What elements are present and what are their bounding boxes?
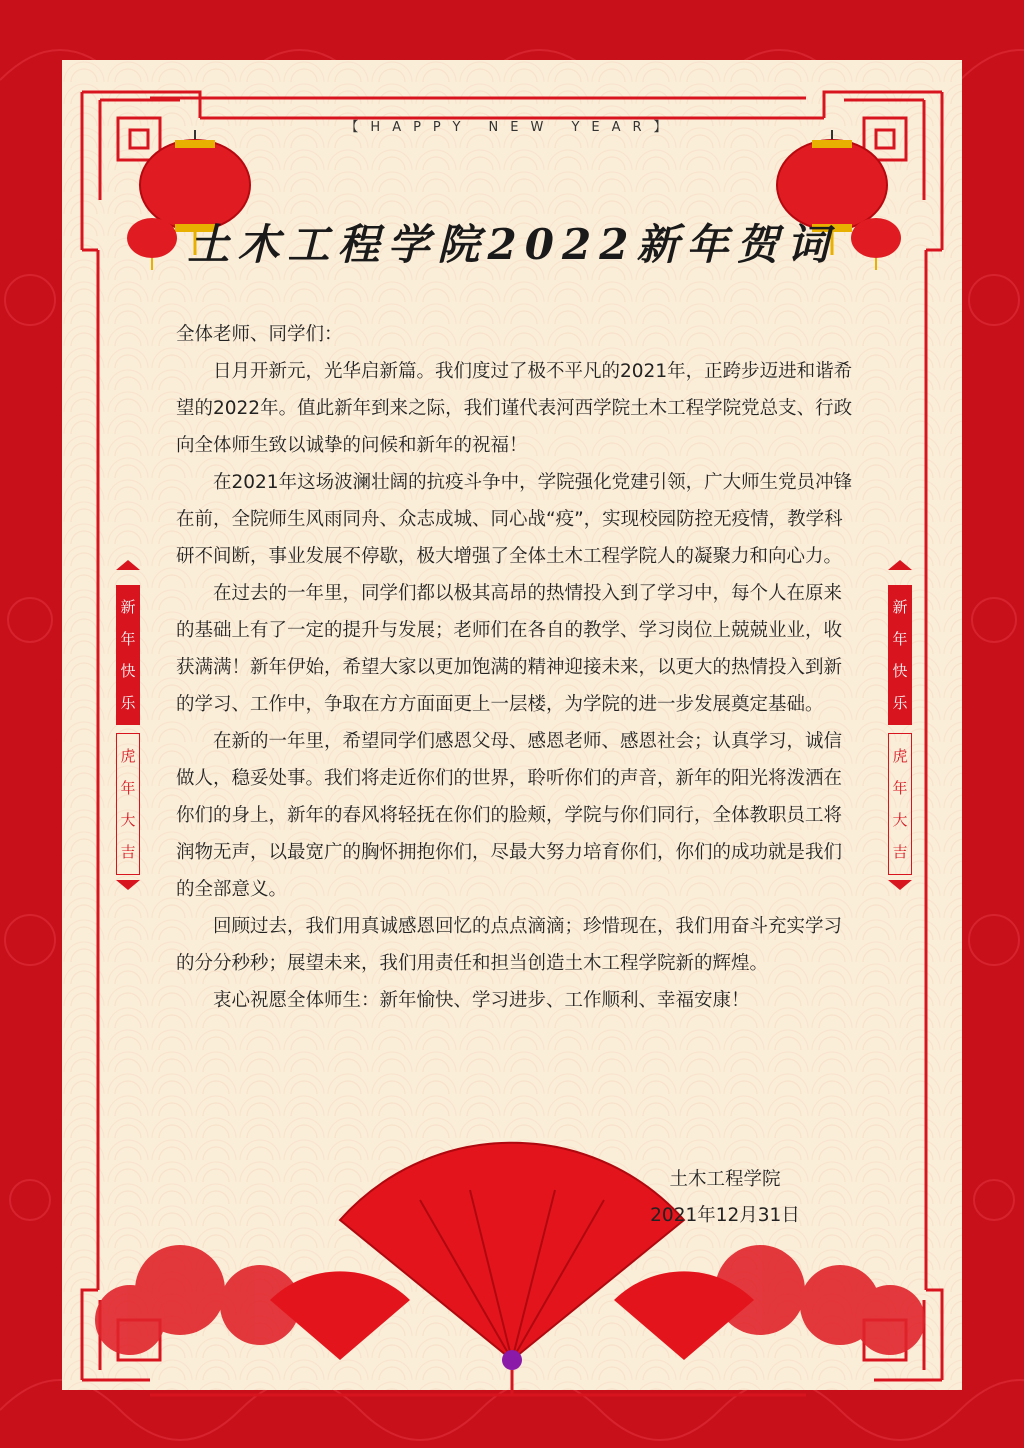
banner-char: 大 — [120, 811, 136, 829]
letter-paragraph: 在新的一年里，希望同学们感恩父母、感恩老师、感恩社会；认真学习，诚信做人，稳妥处事。我们将走近你们的世界，聆听你们的声音，新年的阳光将泼洒在你们的身上，新年的春风将轻抚在你们的脸颊，学院与你们同行，全体教职员工将润物无声，以最宽广的胸怀拥抱你们，尽最大努力培育你们，你们的成功就是我们的全部意义。 — [176, 731, 843, 900]
banner-char: 吉 — [120, 843, 136, 861]
banner-left-top — [116, 585, 140, 725]
banner-char: 吉 — [892, 843, 908, 861]
banner-char: 快 — [120, 662, 136, 680]
banner-left — [116, 585, 140, 875]
banner-char: 新 — [892, 598, 908, 616]
banner-char: 年 — [120, 779, 136, 797]
signature-date: 2021年12月31日 — [650, 1205, 800, 1226]
banner-char: 大 — [892, 811, 908, 829]
letter-body — [176, 316, 856, 1019]
letter-paragraph: 衷心祝愿全体师生：新年愉快、学习进步、工作顺利、幸福安康！ — [213, 990, 750, 1011]
page-title: 土木工程学院2022新年贺词 — [187, 220, 837, 269]
banner-char: 虎 — [892, 747, 908, 765]
banner-char: 年 — [120, 630, 136, 648]
banner-right-bottom — [888, 733, 912, 875]
letter-paragraph: 在过去的一年里，同学们都以极其高昂的热情投入到了学习中，每个人在原来的基础上有了一定的提升与发展；老师们在各自的教学、学习岗位上兢兢业业，收获满满！新年伊始，希望大家以更加饱满的精神迎接未来，以更大的热情投入到新的学习、工作中，争取在方方面面更上一层楼，为学院的进一步发展奠定基础。 — [176, 583, 843, 715]
signature-org: 土木工程学院 — [669, 1169, 781, 1190]
banner-char: 新 — [120, 598, 136, 616]
banner-char: 快 — [892, 662, 908, 680]
letter-paragraph: 在2021年这场波澜壮阔的抗疫斗争中，学院强化党建引领，广大师生党员冲锋在前，全院师生风雨同舟、众志成城、同心战“疫”，实现校园防控无疫情，教学科研不间断，事业发展不停歇，极大增强了全体土木工程学院人的凝聚力和向心力。 — [176, 472, 853, 567]
letter-paragraph: 回顾过去，我们用真诚感恩回忆的点点滴滴；珍惜现在，我们用奋斗充实学习的分分秒秒；展望未来，我们用责任和担当创造土木工程学院新的辉煌。 — [176, 916, 843, 974]
banner-char: 年 — [892, 630, 908, 648]
banner-char: 乐 — [892, 694, 908, 712]
letter-greeting: 全体老师、同学们： — [176, 324, 343, 345]
banner-left-bottom — [116, 733, 140, 875]
banner-right — [888, 585, 912, 875]
header-subtitle: 【HAPPY NEW YEAR】 — [345, 120, 679, 135]
banner-right-top — [888, 585, 912, 725]
letter-paragraph: 日月开新元，光华启新篇。我们度过了极不平凡的2021年，正跨步迈进和谐希望的2022年。值此新年到来之际，我们谨代表河西学院土木工程学院党总支、行政向全体师生致以诚挚的问候和新年的祝福！ — [176, 361, 853, 456]
banner-char: 年 — [892, 779, 908, 797]
banner-char: 虎 — [120, 747, 136, 765]
banner-char: 乐 — [120, 694, 136, 712]
signature-block — [600, 1162, 850, 1234]
